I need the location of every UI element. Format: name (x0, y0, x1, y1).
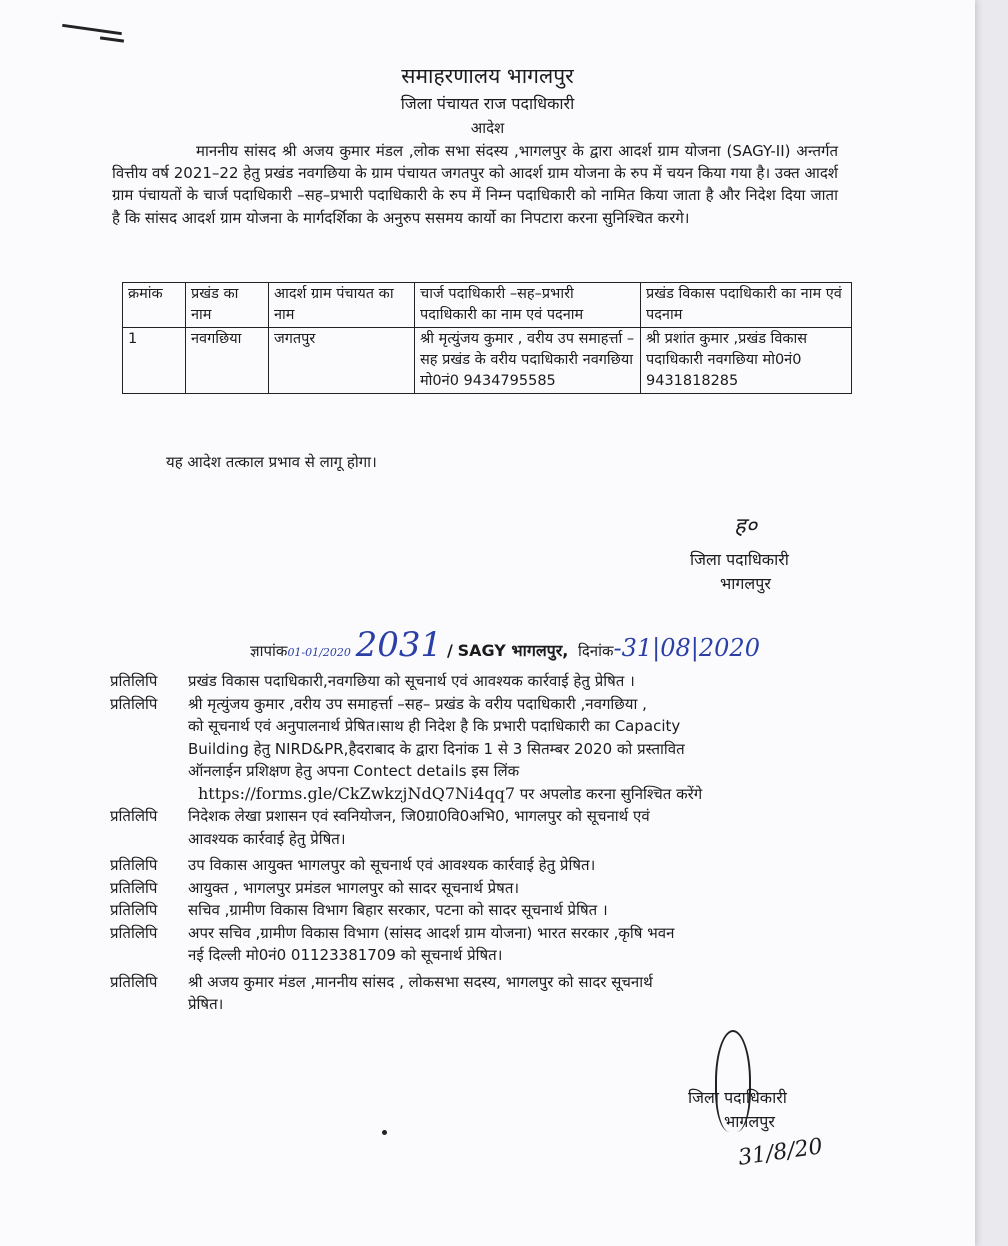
copy-label: प्रतिलिपि (110, 856, 158, 874)
signatory-title: जिला पदाधिकारी (690, 550, 789, 569)
copy-label: प्रतिलिपि (110, 923, 158, 942)
order-title: आदेश (470, 119, 505, 137)
office-title: समाहरणालय भागलपुर (401, 64, 574, 88)
list-item (110, 899, 830, 922)
copy-text: पर अपलोड करना सुनिश्चित करेंगे (515, 784, 703, 803)
copy-list (110, 670, 830, 1016)
copy-text: प्रखंड विकास पदाधिकारी,नवगछिया को सूचनार्थ एवं आवश्यक कार्रवाई हेतु प्रेषित । (188, 672, 635, 690)
officer-table (122, 282, 852, 394)
list-item (110, 805, 830, 850)
copy-text: सचिव ,ग्रामीण विकास विभाग बिहार सरकार, पटना को सादर सूचनार्थ प्रेषित । (188, 901, 608, 919)
copy-label: प्रतिलिपि (110, 694, 158, 713)
copy-text: नई दिल्ली मो0नं0 01123381709 को सूचनार्थ प्रेषित। (188, 946, 503, 964)
footer-signatory-title: जिला पदाधिकारी (688, 1088, 787, 1107)
footer-signatory-place: भागलपुर (724, 1112, 775, 1131)
list-item (110, 854, 830, 877)
list-item (110, 670, 830, 693)
ink-dot (382, 1130, 387, 1135)
table-header-row (123, 283, 852, 328)
memo-line (250, 625, 760, 665)
cell-bdo: श्री प्रशांत कुमार ,प्रखंड विकास पदाधिकारी नवगछिया मो0नं0 9431818285 (641, 328, 852, 394)
list-item (110, 922, 830, 967)
header-block: प्रखंड का नाम (186, 283, 269, 328)
effect-notice: यह आदेश तत्काल प्रभाव से लागू होगा। (166, 453, 377, 471)
copy-text: श्री अजय कुमार मंडल ,माननीय सांसद , लोकसभा सदस्य, भागलपुर को सादर सूचनार्थ (188, 972, 653, 991)
copy-text: श्री मृत्युंजय कुमार ,वरीय उप समाहर्त्ता –सह– प्रखंड के वरीय पदाधिकारी ,नवगछिया , (188, 694, 647, 713)
copy-label: प्रतिलिपि (110, 972, 158, 991)
cell-panchayat: जगतपुर (269, 328, 415, 394)
order-body: माननीय सांसद श्री अजय कुमार मंडल ,लोक सभा संदस्य ,भागलपुर के द्वारा आदर्श ग्राम योजना (SAGY-II) अन्तर्गत वित्तीय वर्ष 2021–22 हेतु प्रखंड नवगछिया के ग्राम पंचायत जगतपुर को आदर्श ग्राम योजना के रुप में चयन किया गया है। उक्त आदर्श ग्राम पंचायतों के चार्ज पदाधिकारी –सह–प्रभारी पदाधिकारी के रुप में निम्न पदाधिकारी को नामित किया जाता है और निदेश दिया जाता है कि सांसद आदर्श ग्राम योजना के मार्गदर्शिका के अनुरुप ससमय कार्यो का निपटारा करना सुनिश्चित करगे। (112, 142, 838, 227)
copy-label: प्रतिलिपि (110, 807, 158, 825)
list-item (110, 971, 830, 1016)
pen-mark (100, 36, 124, 42)
copy-label: प्रतिलिपि (110, 672, 158, 690)
memo-hand-number: 2031 (355, 625, 443, 665)
list-item (110, 693, 830, 806)
header-bdo: प्रखंड विकास पदाधिकारी का नाम एवं पदनाम (641, 283, 852, 328)
copy-text: अपर सचिव ,ग्रामीण विकास विभाग (सांसद आदर्श ग्राम योजना) भारत सरकार ,कृषि भवन (188, 923, 675, 942)
copy-text: आवश्यक कार्रवाई हेतु प्रेषित। (188, 829, 346, 848)
signature-mark: ह० (734, 514, 758, 539)
signatory-place: भागलपुर (720, 574, 771, 593)
footer-hand-date: 31/8/20 (736, 1134, 825, 1171)
cell-block: नवगछिया (186, 328, 269, 394)
list-item (110, 877, 830, 900)
cell-charge-officer: श्री मृत्युंजय कुमार , वरीय उप समाहर्त्ता –सह प्रखंड के वरीय पदाधिकारी नवगछिया मो0नं0 9434795585 (415, 328, 641, 394)
copy-text: प्रेषित। (188, 995, 224, 1013)
copy-label: प्रतिलिपि (110, 878, 158, 897)
table-row (123, 328, 852, 394)
memo-label: ज्ञापांक (250, 642, 288, 660)
memo-hand-date: -31|08|2020 (613, 634, 760, 662)
pen-mark (62, 24, 122, 35)
copy-text: ऑनलाईन प्रशिक्षण हेतु अपना Contect details इस लिंक (188, 762, 520, 780)
header-panchayat: आदर्श ग्राम पंचायत का नाम (269, 283, 415, 328)
copy-text: आयुक्त , भागलपुर प्रमंडल भागलपुर को सादर सूचनार्थ प्रेषत। (188, 878, 520, 897)
copy-text: उप विकास आयुक्त भागलपुर को सूचनार्थ एवं आवश्यक कार्रवाई हेतु प्रेषित। (188, 856, 596, 874)
copy-text: को सूचनार्थ एवं अनुपालनार्थ प्रेषित।साथ ही निदेश है कि प्रभारी पदाधिकारी का Capacity (188, 717, 681, 735)
memo-typed: SAGY भागलपुर, (457, 641, 569, 660)
cell-serial: 1 (123, 328, 186, 394)
form-link[interactable]: https://forms.gle/CkZwkzjNdQ7Ni4qq7 (198, 783, 516, 803)
department-title: जिला पंचायत राज पदाधिकारी (400, 94, 575, 113)
copy-text: निदेशक लेखा प्रशासन एवं स्वनियोजन, जि0ग्रा0वि0अभि0, भागलपुर को सूचनार्थ एवं (188, 807, 650, 825)
memo-slash: / (446, 641, 453, 660)
copy-text: Building हेतु NIRD&PR,हैदराबाद के द्वारा दिनांक 1 से 3 सितम्बर 2020 को प्रस्तावित (188, 739, 685, 758)
header-serial: क्रमांक (123, 283, 186, 328)
memo-date-label: दिनांक (577, 642, 614, 660)
memo-hand-ref: 01-01/2020 (287, 646, 351, 659)
copy-label: प्रतिलिपि (110, 901, 158, 919)
header-charge-officer: चार्ज पदाधिकारी –सह–प्रभारी पदाधिकारी का नाम एवं पदनाम (415, 283, 641, 328)
